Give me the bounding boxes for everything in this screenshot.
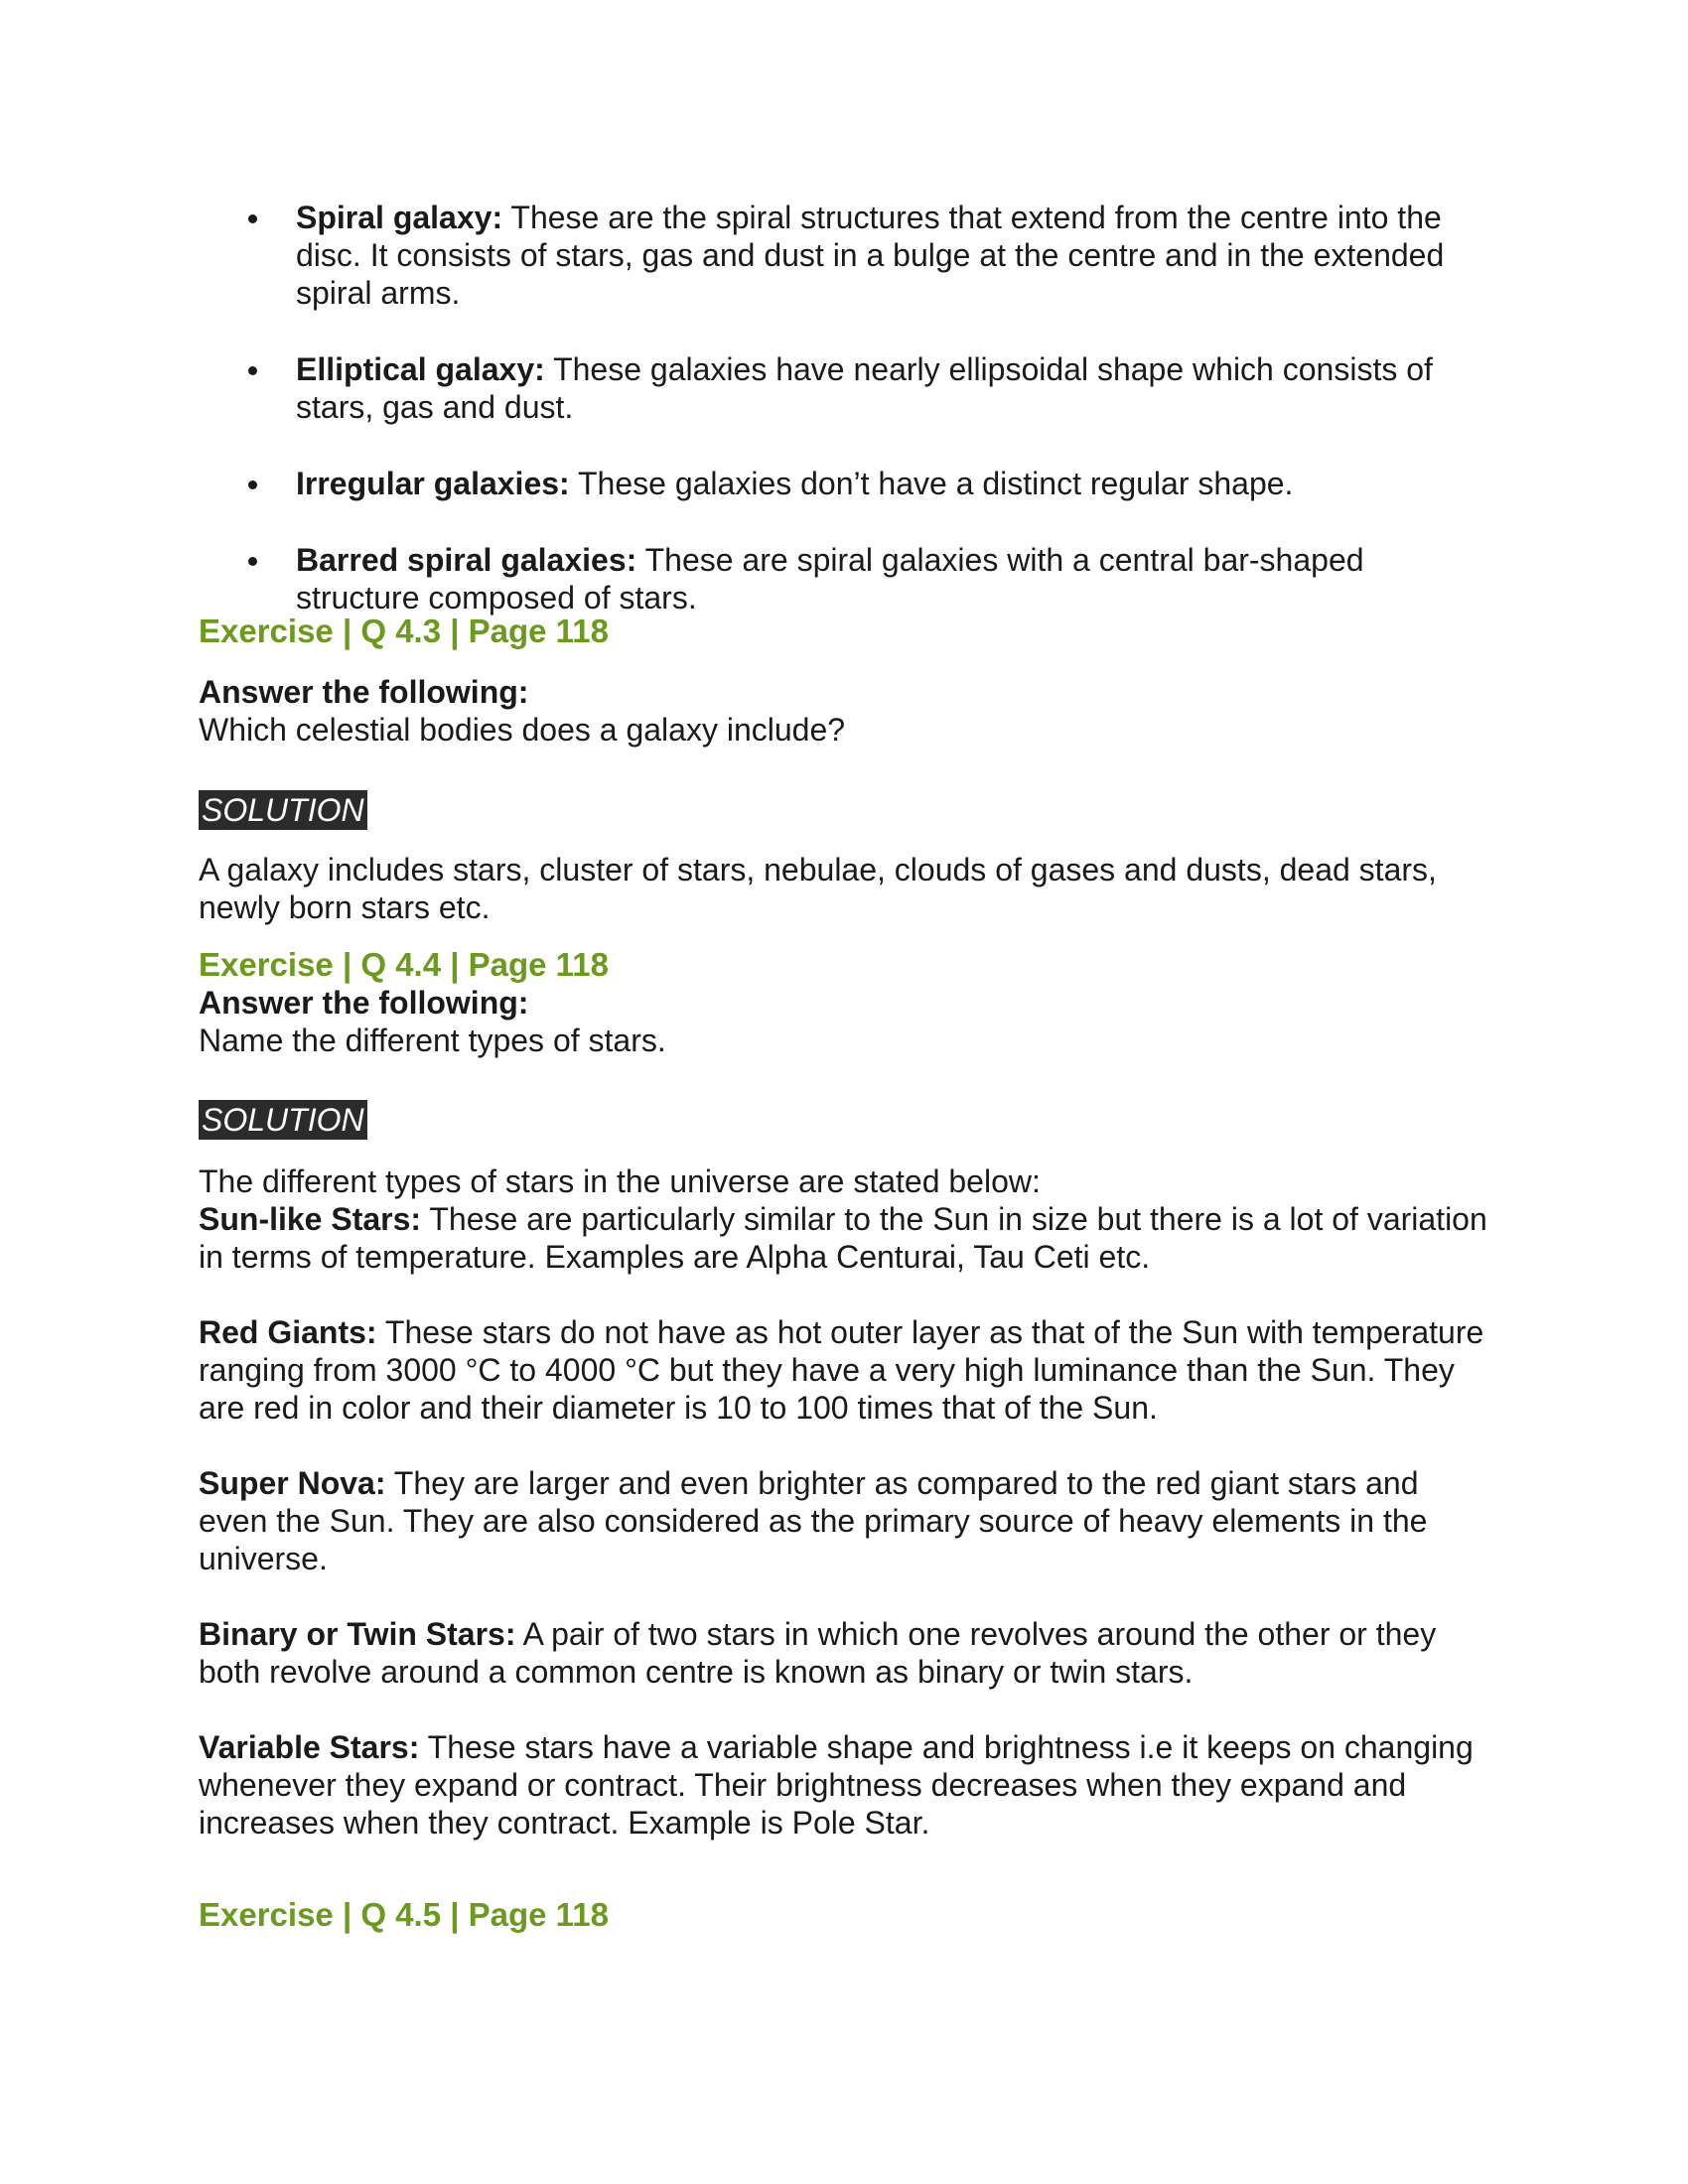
- question-heading: Answer the following:: [199, 674, 529, 710]
- bullet-icon: [248, 480, 257, 489]
- exercise-link-q4-5[interactable]: Exercise | Q 4.5 | Page 118: [199, 1896, 609, 1933]
- star-type-description: A pair of two stars in which one revolves around the other or they both revolve around a common centre is known as binary or twin stars.: [199, 1616, 1437, 1690]
- answer-block-q4-4: [199, 1162, 1489, 1842]
- galaxy-description: These are spiral galaxies with a central bar-shaped structure composed of stars.: [296, 542, 1364, 615]
- star-type-term: Variable Stars:: [199, 1729, 420, 1765]
- star-type-description: They are larger and even brighter as compared to the red giant stars and even the Sun. They are also considered as the primary source of heavy elements in the universe.: [199, 1465, 1428, 1576]
- exercise-link-q4-3[interactable]: Exercise | Q 4.3 | Page 118: [199, 613, 609, 649]
- star-type-description: These stars do not have as hot outer layer as that of the Sun with temperature ranging from 3000 °C to 4000 °C but they have a very high luminance than the Sun. They are red in color and their diameter is 10 to 100 times that of the Sun.: [199, 1314, 1484, 1426]
- star-type-paragraph: [199, 1200, 1489, 1276]
- galaxy-term: Irregular galaxies:: [296, 466, 570, 501]
- star-type-term: Sun-like Stars:: [199, 1201, 422, 1237]
- star-type-paragraph: [199, 1728, 1489, 1842]
- question-heading: Answer the following:: [199, 985, 529, 1021]
- star-type-paragraph: [199, 1464, 1489, 1577]
- list-item: [199, 541, 1489, 616]
- solution-label: SOLUTION: [199, 790, 367, 830]
- star-type-paragraph: [199, 1313, 1489, 1427]
- star-type-description: These stars have a variable shape and brightness i.e it keeps on changing whenever they expand or contract. Their brightness decreases when they expand and increases when they contract. Example is Pole Star.: [199, 1729, 1474, 1841]
- bullet-icon: [248, 214, 257, 223]
- answer-intro-text: The different types of stars in the universe are stated below:: [199, 1163, 1041, 1199]
- star-type-description: These are particularly similar to the Sun in size but there is a lot of variation in terms of temperature. Examples are Alpha Centurai, Tau Ceti etc.: [199, 1201, 1487, 1275]
- question-text: Name the different types of stars.: [199, 1023, 666, 1058]
- galaxy-description: These are the spiral structures that extend from the centre into the disc. It consists of stars, gas and dust in a bulge at the centre and in the extended spiral arms.: [296, 200, 1445, 311]
- star-type-paragraph: [199, 1615, 1489, 1691]
- star-type-term: Super Nova:: [199, 1465, 386, 1501]
- exercise-link-q4-4[interactable]: Exercise | Q 4.4 | Page 118: [199, 946, 609, 983]
- question-block-q4-4: [199, 984, 1489, 1059]
- galaxy-term: Spiral galaxy:: [296, 200, 503, 235]
- galaxy-term: Elliptical galaxy:: [296, 351, 545, 387]
- question-block-q4-3: [199, 673, 1489, 749]
- answer-text-q4-3: A galaxy includes stars, cluster of stars, nebulae, clouds of gases and dusts, dead stars, newly born stars etc.: [199, 852, 1437, 925]
- bullet-icon: [248, 557, 257, 566]
- solution-label: SOLUTION: [199, 1100, 367, 1140]
- galaxy-types-list: [199, 199, 1489, 616]
- list-item: [199, 465, 1489, 502]
- list-item: [199, 199, 1489, 312]
- list-item: [199, 350, 1489, 426]
- star-type-term: Red Giants:: [199, 1314, 377, 1350]
- question-text: Which celestial bodies does a galaxy include?: [199, 712, 846, 748]
- galaxy-description: These galaxies don’t have a distinct regular shape.: [569, 466, 1294, 501]
- star-type-term: Binary or Twin Stars:: [199, 1616, 516, 1652]
- bullet-icon: [248, 366, 257, 375]
- galaxy-term: Barred spiral galaxies:: [296, 542, 637, 578]
- answer-intro: [199, 1162, 1489, 1200]
- galaxy-description: These galaxies have nearly ellipsoidal shape which consists of stars, gas and dust.: [296, 351, 1433, 425]
